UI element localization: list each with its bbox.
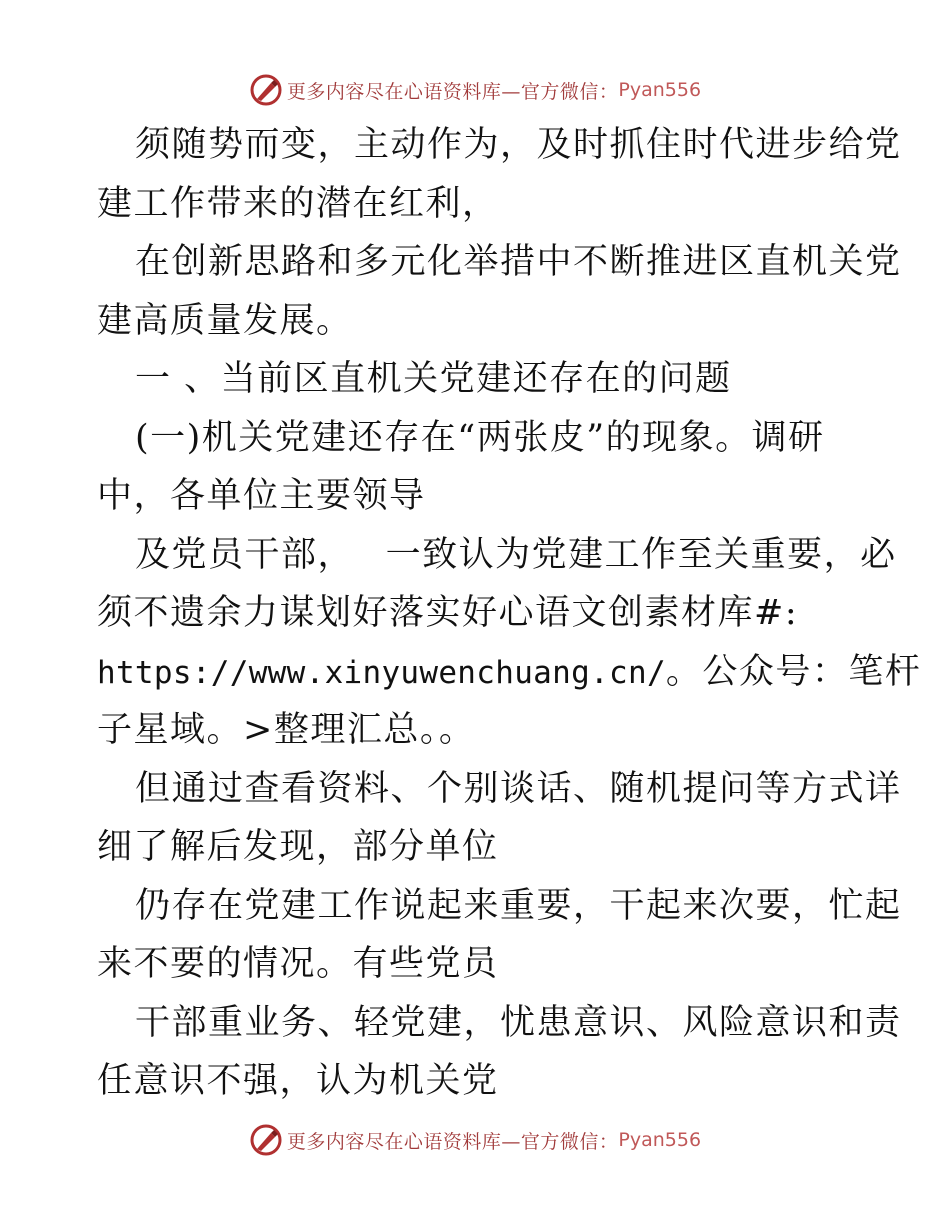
text-line: 来不要的情况。有些党员 [97, 944, 499, 984]
url-line-rest: 。公众号：笔杆 [665, 651, 922, 692]
pen-logo-icon [249, 73, 283, 107]
watermark-wechat-id: Pyan556 [618, 1129, 702, 1151]
text-line: 但通过查看资料、个别谈话、随机提问等方式详 [135, 768, 902, 809]
section-heading: 一 、当前区直机关党建还存在的问题 [135, 359, 732, 399]
url-line [97, 643, 922, 702]
text-line: 须不遗余力谋划好落实好心语文创素材库#: [97, 593, 799, 633]
watermark-text: 更多内容尽在心语资料库—官方微信： [286, 1130, 619, 1153]
text-line: 子星域。>整理汇总。。 [97, 710, 476, 750]
website-url: https://www.xinyuwenchuang.cn/ [97, 654, 666, 691]
document-body [97, 116, 922, 1111]
text-line: 及党员干部， 一致认为党建工作至关重要，必 [135, 534, 897, 575]
text-line: 在创新思路和多元化举措中不断推进区直机关党 [135, 242, 902, 282]
text-line: 建工作带来的潜在红利， [97, 183, 499, 224]
subsection-heading: (一)机关党建还存在“两张皮”的现象。调研 [135, 417, 825, 458]
text-line: 须随势而变，主动作为，及时抓住时代进步给党 [135, 125, 902, 165]
pen-logo-icon [249, 1123, 283, 1157]
text-line: 干部重业务、轻党建，忧患意识、风险意识和责 [135, 1002, 902, 1043]
text-line: 建高质量发展。 [97, 300, 353, 341]
watermark-text: 更多内容尽在心语资料库—官方微信： [286, 80, 619, 103]
text-line: 细了解后发现，部分单位 [97, 827, 499, 867]
footer-watermark [0, 1120, 950, 1160]
watermark-wechat-id: Pyan556 [618, 79, 702, 101]
text-line: 任意识不强，认为机关党 [97, 1061, 499, 1101]
text-line: 仍存在党建工作说起来重要，干起来次要，忙起 [135, 885, 902, 926]
text-line: 中，各单位主要领导 [97, 476, 426, 516]
header-watermark [0, 70, 950, 110]
